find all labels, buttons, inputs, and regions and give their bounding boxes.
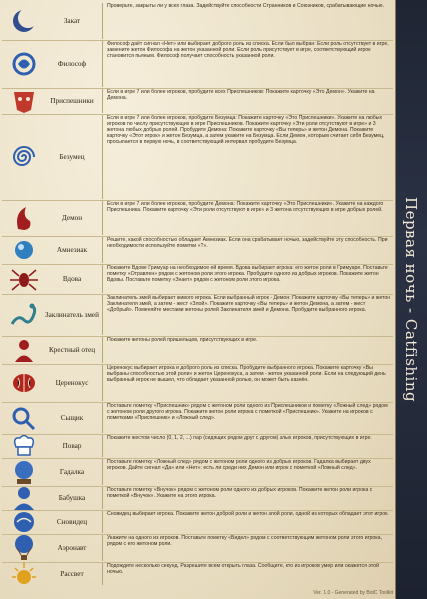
snake-icon	[4, 300, 44, 330]
role-text: Покажите жестом число (0, 1, 2, ...) пар (сидящих рядом друг с другом) злых игроков, присутствующих в игре.	[102, 435, 391, 457]
version-footer: Ver. 1.0 - Generated by BotC Toolkit	[313, 590, 393, 596]
row-lunatic	[2, 114, 393, 201]
role-name: Закат	[63, 17, 81, 25]
role-name: Повар	[62, 442, 82, 450]
role-name: Аэронавт	[57, 544, 87, 552]
godfather-icon	[4, 335, 44, 365]
sun-icon	[4, 559, 44, 589]
role-text: Покажите жетоны ролей пришельцев, присутствующих в игре.	[102, 337, 391, 363]
role-name: Приспешники	[50, 97, 94, 105]
role-name: Амнезиак	[56, 246, 88, 254]
role-name: Церенокус	[55, 379, 89, 387]
row-philosopher	[2, 40, 393, 89]
minion-mask-icon	[4, 86, 44, 116]
row-minions	[2, 88, 393, 115]
role-text: Проверьте, закрыты ли у всех глаза. Задействуйте способности Странников и Союзников, срабатывающие ночью.	[102, 3, 391, 39]
row-amnesiac	[2, 236, 393, 265]
role-name: Рассвет	[60, 570, 84, 578]
spiral-icon	[4, 142, 44, 172]
brain-icon	[4, 368, 44, 398]
role-text: Подождите несколько секунд. Разрешите всем открыть глаза. Сообщите, кто из игроков умер или окажется этой ночью.	[102, 563, 391, 585]
role-name: Безумец	[59, 153, 85, 161]
row-snake-charmer	[2, 294, 393, 337]
role-name: Бабушка	[58, 494, 86, 502]
role-name: Сыщик	[60, 414, 84, 422]
row-investigator	[2, 402, 393, 435]
row-dreamer	[2, 510, 393, 535]
row-demon	[2, 200, 393, 237]
role-name: Демон	[61, 214, 83, 222]
role-text: Если в игре 7 или более игроков, пробудите Демона: Покажите карточку «Это Приспешники». Укажите на каждого Приспешника. Покажите карточку «Эти роли отсутствуют в игре» и 3 жетона отсутствующих в игре добрых ролей.	[102, 201, 391, 235]
role-text: Заклинатель змей выбирает живого игрока. Если выбранный игрок - Демон: Покажите карточку «Вы теперь» и жетон Заклинателя змей, а затем - жест «Злой». Покажите карточку «Вы теперь» и жетон Демона, а затем - жест «Добрый». Поменяйте местами жетоны ролей Заклинателя змей и Демона. Пробудите выбранного игрока.	[102, 295, 391, 335]
row-cerenovus	[2, 364, 393, 403]
band-title: Первая ночь - Catfishing	[402, 196, 420, 403]
row-godfather	[2, 336, 393, 365]
row-dawn	[2, 562, 393, 586]
role-name: Заклинатель змей	[45, 311, 99, 319]
role-text: Покажите Вдове Гримуар на необходимое ей время. Вдова выбирает игрока: его жетон роли в Гримуаре. Поставьте пометку «Отравлен» рядом с жетоном роли этого игрока. Пробудите одного из добрых игроков. Покажите жетон Вдовы. Поставьте пометку «Знает» рядом с жетоном роли этого игрока.	[102, 265, 391, 293]
row-grandmother	[2, 486, 393, 511]
row-widow	[2, 264, 393, 295]
row-chef	[2, 434, 393, 459]
role-text: Поставьте пометку «Приспешник» рядом с жетоном роли одного из Приспешников и пометку «Ложный след» рядом с жетоном роли другого игрока. Покажите жетон роли игрока с пометкой «Приспешник». Укажите на игроков с пометками «Приспешник» и «Ложный след».	[102, 403, 391, 433]
role-name: Гадалка	[59, 468, 85, 476]
row-balloonist	[2, 534, 393, 563]
role-text: Церенокус выбирает игрока и доброго роль из списка. Пробудите выбранного игрока. Покажите карточку «Вы выбраны способностью этой роли» и жетон Церенокуса, а затем - жетон указанной роли. Если на следующий день выбранный игрок не вышел, что обладает указанной ролью, он может быть казнён.	[102, 365, 391, 401]
role-text: Поставьте пометку «Внучок» рядом с жетоном роли одного из добрых игроков. Покажите жетон роли игрока с пометкой «Внучок». Укажите на этого игрока.	[102, 487, 391, 509]
role-name: Философ	[57, 60, 87, 68]
spider-icon	[4, 264, 44, 294]
amnesiac-icon	[4, 235, 44, 265]
role-text: Сновидец выбирает игрока. Покажите жетон доброй роли и жетон злой роли, одной из которых обладает этот игрок.	[102, 511, 391, 533]
role-text: Решите, какой способностью обладает Амнезиак. Если она срабатывает ночью, задействуйте эту способность. При необходимости используйте пометки «?».	[102, 237, 391, 263]
role-text: Если в игре 7 или более игроков, пробудите Безумца: Покажите карточку «Это Приспешники». Укажите на любых игроков по числу присутствующих в игре Приспешников. Покажите карточку «Эти роли отсутствуют в игре» и 3 жетона любых добрых ролей. Пробудите Демона: Покажите карточку «Вы теперь» и жетон Демона. Покажите карточку «Этот игрок» и жетон Безумца, а затем укажите на Безумца. Если Демон, которым считает себя Безумец, просыпается в первую ночь, в соответствующий интервал пробудите Безумца.	[102, 115, 391, 199]
role-text: Если в игре 7 или более игроков, пробудите всех Приспешников: Покажите карточку «Это Демон». Укажите на Демона.	[102, 89, 391, 113]
row-sunset	[2, 2, 393, 41]
moon-icon	[4, 6, 44, 36]
demon-icon	[4, 203, 44, 233]
row-fortune-teller	[2, 458, 393, 487]
role-text: Поставьте пометку «Ложный след» рядом с жетоном роли одного из добрых игроков. Гадалка выбирает двух игроков. Дайте сигнал «Да» или «Нет»: есть ли среди них Демон или игрок с пометкой «Ложный след».	[102, 459, 391, 485]
philosopher-icon	[4, 49, 44, 79]
magnifier-icon	[4, 403, 44, 433]
role-name: Сновидец	[56, 518, 88, 526]
role-text: Укажите на одного из игроков. Поставьте пометку «Видел» рядом с соответствующим жетоном роли этого игрока, рядом с его жетоном роли.	[102, 535, 391, 561]
role-name: Вдова	[62, 275, 82, 283]
role-text: Философ даёт сигнал «Нет» или выбирает доброго роль из списка. Если был выбран: Если роль отсутствует в игре, замените жетон Философа на жетон указанной роли. Если роль присутствует в игре, соответствующий игрок становится пьяным. Философ получает способность указанной роли.	[102, 41, 391, 87]
role-name: Крестный отец	[48, 346, 96, 354]
